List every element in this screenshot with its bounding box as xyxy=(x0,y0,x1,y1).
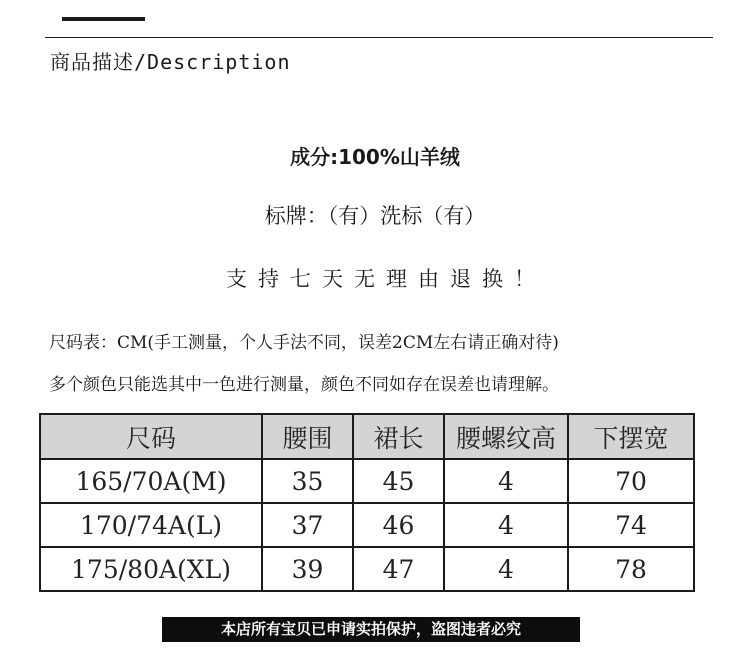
cell-hem-width: 70 xyxy=(568,459,694,503)
cell-skirt-length: 46 xyxy=(353,503,444,547)
header-accent-bar xyxy=(62,17,145,21)
cell-skirt-length: 45 xyxy=(353,459,444,503)
size-table xyxy=(39,413,695,592)
header-hem-width: 下摆宽 xyxy=(568,414,694,459)
cell-waistband-height: 4 xyxy=(444,547,568,591)
header-size: 尺码 xyxy=(40,414,262,459)
cell-hem-width: 74 xyxy=(568,503,694,547)
cell-waist: 37 xyxy=(262,503,353,547)
copyright-notice-banner: 本店所有宝贝已申请实拍保护，盗图违者必究 xyxy=(162,617,580,642)
cell-size: 175/80A(XL) xyxy=(40,547,262,591)
header-divider xyxy=(45,37,713,38)
cell-hem-width: 78 xyxy=(568,547,694,591)
labels-text: 标牌：（有）洗标（有） xyxy=(264,204,486,228)
table-row xyxy=(40,547,694,591)
header-waistband-height: 腰螺纹高 xyxy=(444,414,568,459)
cell-waist: 39 xyxy=(262,547,353,591)
composition-text: 成分:100%山羊绒 xyxy=(290,145,460,169)
table-row xyxy=(40,503,694,547)
cell-waist: 35 xyxy=(262,459,353,503)
cell-skirt-length: 47 xyxy=(353,547,444,591)
section-title: 商品描述/Description xyxy=(50,50,291,74)
header-skirt-length: 裙长 xyxy=(353,414,444,459)
cell-waistband-height: 4 xyxy=(444,503,568,547)
table-header-row xyxy=(40,414,694,459)
cell-size: 170/74A(L) xyxy=(40,503,262,547)
table-row xyxy=(40,459,694,503)
header-waist: 腰围 xyxy=(262,414,353,459)
color-note: 多个颜色只能选其中一色进行测量，颜色不同如存在误差也请理解。 xyxy=(49,375,559,395)
cell-size: 165/70A(M) xyxy=(40,459,262,503)
return-policy-text: 支持七天无理由退换！ xyxy=(226,267,546,291)
size-note: 尺码表：CM(手工测量，个人手法不同，误差2CM左右请正确对待) xyxy=(49,333,559,353)
cell-waistband-height: 4 xyxy=(444,459,568,503)
